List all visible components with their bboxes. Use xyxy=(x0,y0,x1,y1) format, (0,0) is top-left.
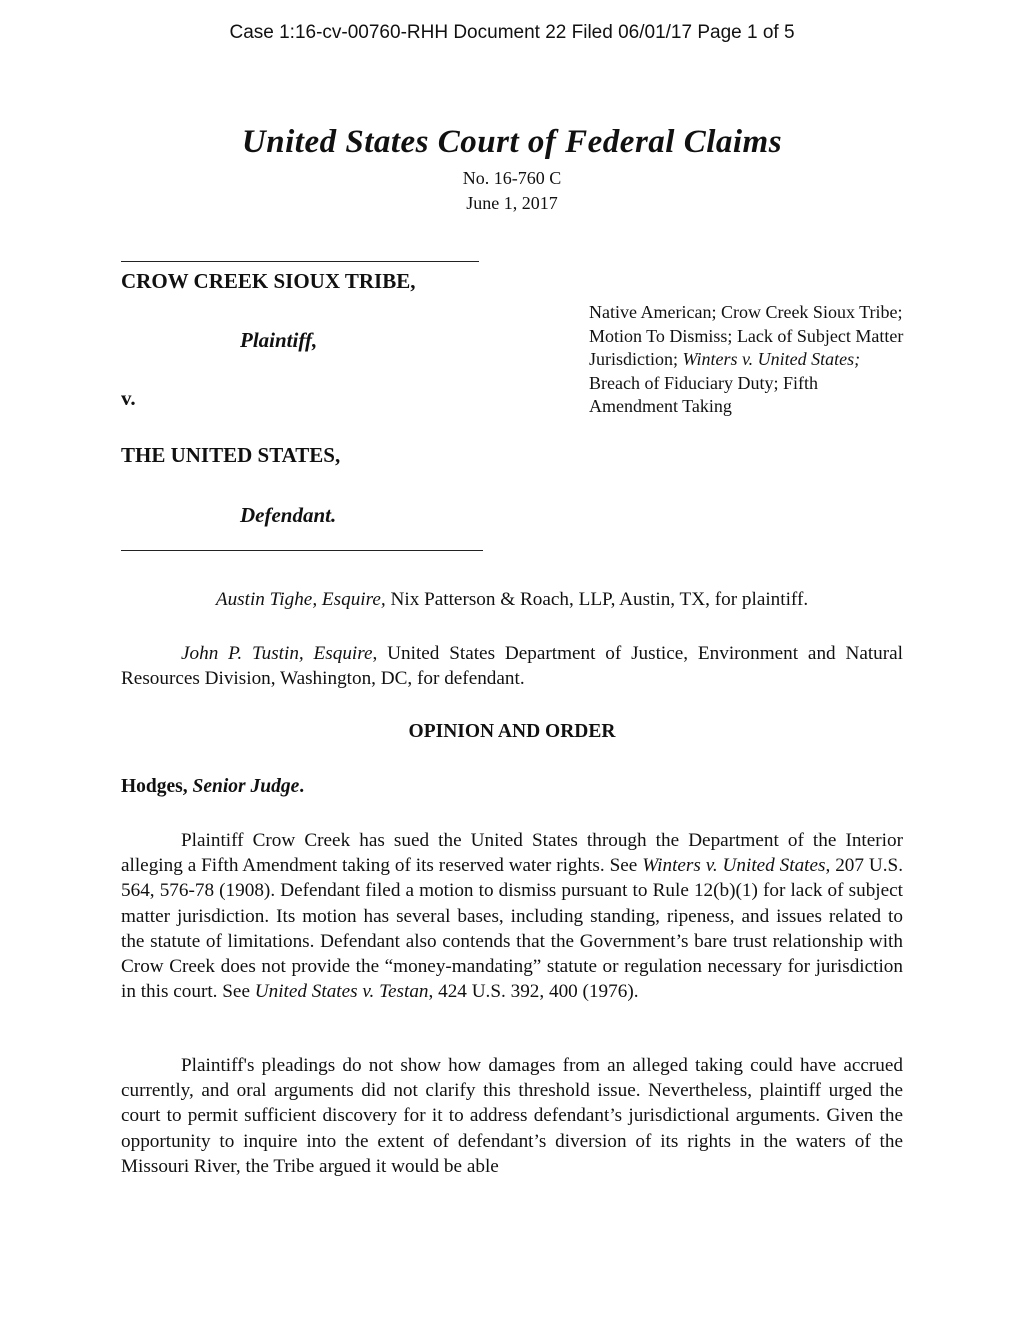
plaintiff-counsel-detail: Nix Patterson & Roach, LLP, Austin, TX, for plaintiff. xyxy=(385,589,809,610)
plaintiff-role: Plaintiff, xyxy=(240,328,318,352)
keywords-part1: Native American; Crow Creek Sioux Tribe; Motion To Dismiss; Lack of Subject Matter Jurisdiction; xyxy=(589,302,904,369)
plaintiff-counsel-name: Austin Tighe, Esquire, xyxy=(215,589,386,610)
judge-end: . xyxy=(299,776,305,797)
judge-line xyxy=(121,776,304,798)
caption-top-rule xyxy=(121,261,479,262)
decision-date: June 1, 2017 xyxy=(466,193,558,213)
defendant-counsel xyxy=(121,641,903,691)
citation-testan: United States v. Testan xyxy=(254,981,429,1003)
opinion-heading: OPINION AND ORDER xyxy=(408,721,616,742)
defendant-name: THE UNITED STATES, xyxy=(121,443,341,467)
caption-bottom-rule xyxy=(121,550,483,551)
defendant-counsel-name: John P. Tustin, Esquire xyxy=(181,643,373,664)
keywords-part2: Breach of Fiduciary Duty; Fifth Amendment Taking xyxy=(589,372,818,416)
versus: v. xyxy=(121,386,136,410)
judge-title: Senior Judge xyxy=(192,776,300,797)
plaintiff-name: CROW CREEK SIOUX TRIBE, xyxy=(121,269,416,293)
keywords-case-ref: Winters v. United States; xyxy=(682,349,861,369)
court-title: United States Court of Federal Claims xyxy=(241,124,783,160)
paragraph-1-text-c: , 424 U.S. 392, 400 (1976). xyxy=(428,981,639,1003)
opinion-paragraph-1 xyxy=(121,828,903,1004)
case-number: No. 16-760 C xyxy=(462,168,562,188)
paragraph-1-text-b: , 207 U.S. 564, 576-78 (1908). Defendant filed a motion to dismiss pursuant to Rule 12(b)(1) for lack of subject matter jurisdiction. Its motion has several bases, including standing, ripeness, and issues related to the statute of limitations. Defendant also contends that the Government’s bare trust relationship with Crow Creek does not provide the “money-mandating” statute or regulation necessary for jurisdiction in this court. See xyxy=(121,855,904,1003)
citation-winters: Winters v. United States xyxy=(642,855,826,877)
defendant-role: Defendant. xyxy=(240,503,337,527)
paragraph-1-text-a: Plaintiff Crow Creek has sued the United States through the Department of the Interior alleging a Fifth Amendment taking of its reserved water rights. See xyxy=(121,830,903,877)
plaintiff-counsel xyxy=(112,587,912,612)
case-header: Case 1:16-cv-00760-RHH Document 22 Filed 06/01/17 Page 1 of 5 xyxy=(229,22,795,43)
opinion-paragraph-2: Plaintiff's pleadings do not show how damages from an alleged taking could have accrued currently, and oral arguments did not clarify this threshold issue. Nevertheless, plaintiff urged the court to permit sufficient discovery for it to address defendant’s jurisdictional arguments. Given the opportunity to inquire into the extent of defendant’s diversion of its rights in the waters of the Missouri River, the Tribe argued it would be able xyxy=(121,1055,903,1177)
case-keywords xyxy=(589,301,909,419)
judge-name: Hodges, xyxy=(121,776,193,797)
defendant-counsel-detail: , United States Department of Justice, Environment and Natural Resources Division, Washington, DC, for defendant. xyxy=(121,643,903,690)
